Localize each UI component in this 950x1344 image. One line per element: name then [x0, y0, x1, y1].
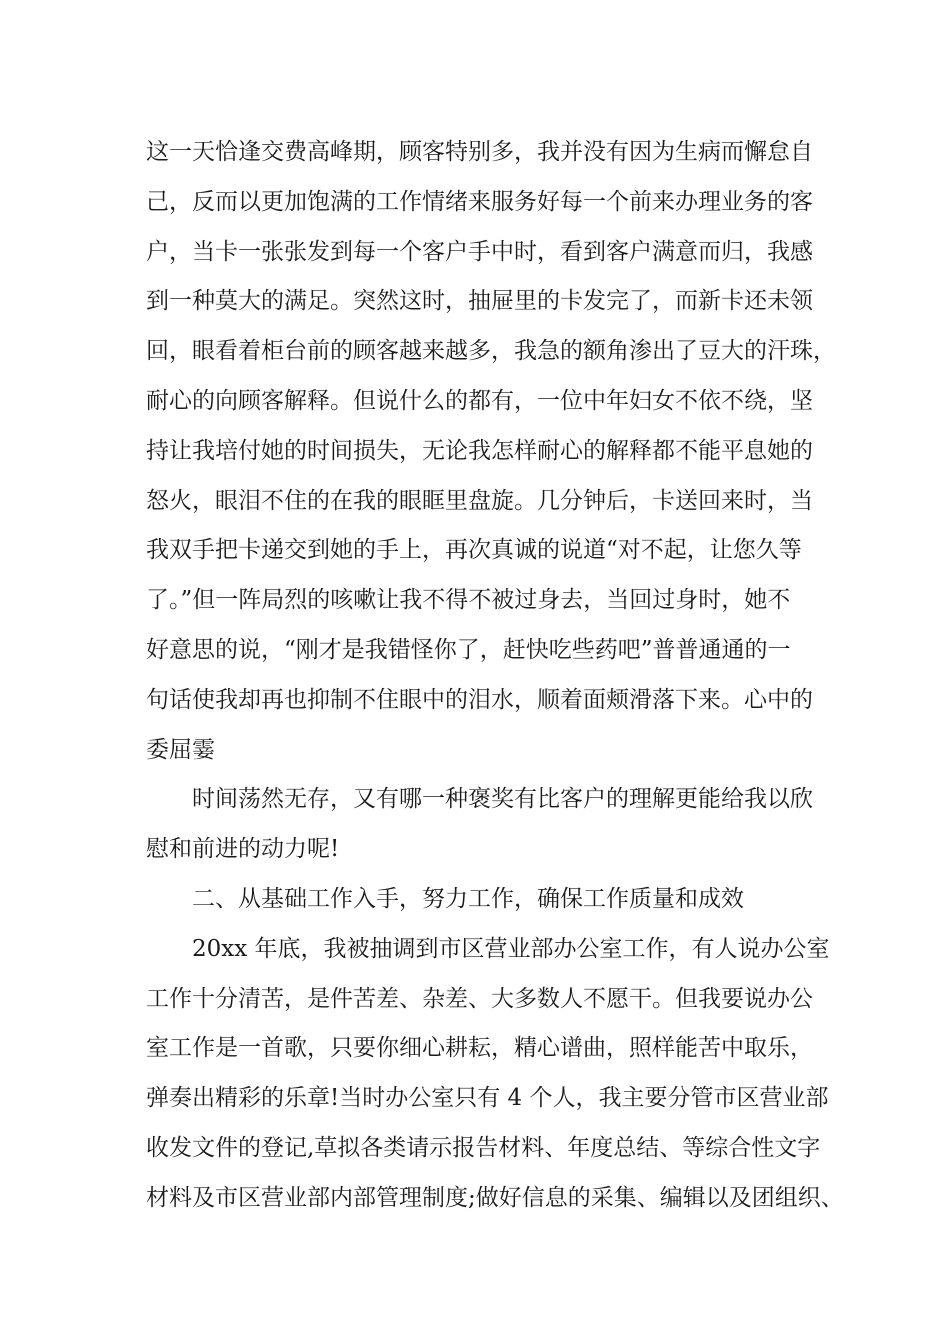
text-line: 材料及市区营业部内部管理制度;做好信息的采集、编辑以及团组织、	[146, 1184, 844, 1211]
text-line: 这一天恰逢交费高峰期，顾客特别多，我并没有因为生病而懈怠自	[146, 139, 813, 165]
text-line: 到一种莫大的满足。突然这时，抽屉里的卡发完了，而新卡还未领	[146, 288, 813, 315]
text-line: 耐心的向顾客解释。但说什么的都有，一位中年妇女不依不绕，坚	[146, 387, 813, 414]
text-line: 室工作是一首歌，只要你细心耕耘，精心谱曲，照样能苦中取乐，	[146, 1035, 813, 1062]
text-line: 慰和前进的动力呢!	[146, 836, 340, 863]
text-line: 工作十分清苦，是件苦差、杂差、大多数人不愿干。但我要说办公	[146, 985, 813, 1012]
text-line: 收发文件的登记,草拟各类请示报告材料、年度总结、等综合性文字	[146, 1134, 821, 1161]
text-line: 好意思的说，“刚才是我错怪你了，赶快吃些药吧”普普通通的一	[146, 636, 791, 663]
text-line: 了。”但一阵局烈的咳嗽让我不得不被过身去，当回过身时，她不	[146, 587, 791, 614]
paragraph-first-line: 20xx 年底，我被抽调到市区营业部办公室工作，有人说办公室	[192, 935, 830, 962]
text-line: 委屈霎	[146, 736, 215, 763]
text-line: 持让我培付她的时间损失，无论我怎样耐心的解释都不能平息她的	[146, 437, 813, 464]
text-line: 弹奏出精彩的乐章!当时办公室只有 4 个人，我主要分管市区营业部	[146, 1085, 829, 1112]
text-line: 回，眼看着柜台前的顾客越来越多，我急的额角渗出了豆大的汗珠，	[146, 338, 836, 365]
document-body	[146, 128, 844, 1224]
text-line: 句话使我却再也抑制不住眼中的泪水，顺着面颊滑落下来。心中的	[146, 686, 813, 713]
paragraph-first-line: 时间荡然无存，又有哪一种褒奖有比客户的理解更能给我以欣	[192, 786, 813, 813]
text-line: 己，反而以更加饱满的工作情绪来服务好每一个前来办理业务的客	[146, 188, 813, 215]
text-line: 户，当卡一张张发到每一个客户手中时，看到客户满意而归，我感	[146, 238, 813, 265]
text-line: 怒火，眼泪不住的在我的眼眶里盘旋。几分钟后，卡送回来时，当	[146, 487, 813, 514]
text-line: 我双手把卡递交到她的手上，再次真诚的说道“对不起，让您久等	[146, 537, 802, 564]
section-heading: 二、从基础工作入手，努力工作，确保工作质量和成效	[192, 885, 744, 912]
